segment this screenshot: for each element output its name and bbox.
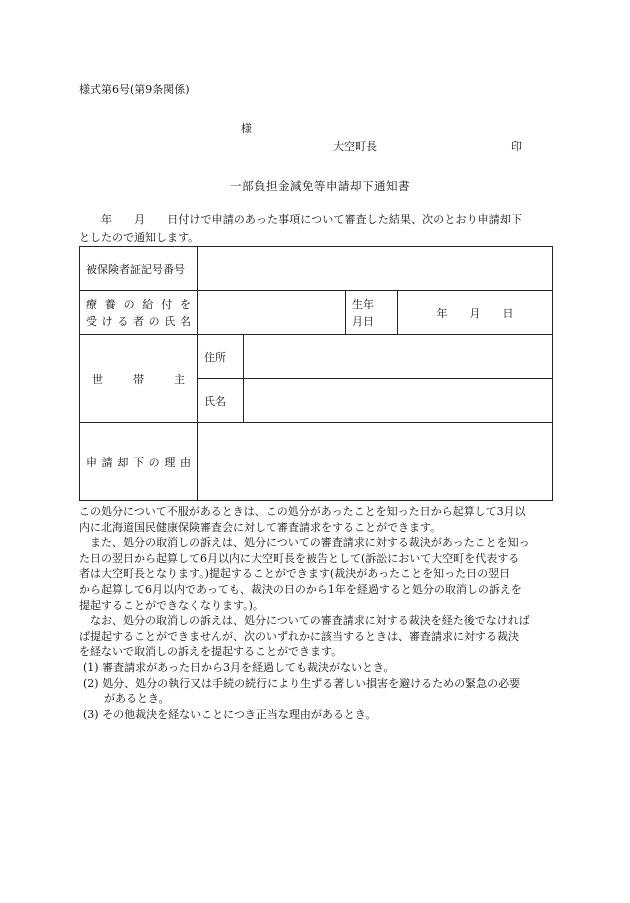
- note-item-2: (2) 処分、処分の執行又は手続の続行により生ずる著しい損害を避けるための緊急の必要: [83, 676, 521, 690]
- note-line: ば提起することができませんが、次のいずれかに該当するときは、審査請求に対する裁決: [79, 629, 519, 643]
- table-row: [80, 335, 553, 379]
- note-line: この処分について不服があるときは、この処分があったことを知った日から起算して3月以: [79, 505, 526, 518]
- appeal-notes: [79, 504, 554, 722]
- birth-date-label: 生年 月日: [346, 291, 398, 335]
- note-line: 提起することができなくなります。)。: [79, 598, 264, 612]
- note-line: 者は大空町長となります。)提起することができます(裁決があったことを知った日の翌日: [79, 567, 511, 581]
- birth-date-value: 年 月 日: [398, 291, 553, 335]
- application-table: [79, 246, 553, 501]
- name-label: 氏名: [198, 379, 244, 423]
- table-row: [80, 291, 553, 335]
- householder-label: 世帯主: [80, 335, 198, 423]
- addressee-suffix: 様: [241, 122, 252, 135]
- table-row: [80, 423, 553, 501]
- document-title: 一部負担金減免等申請却下通知書: [230, 179, 410, 193]
- intro-year: 年: [101, 213, 113, 226]
- insurance-card-label: 被保険者証記号番号: [80, 247, 198, 291]
- seal-mark: 印: [511, 140, 522, 153]
- note-line: なお、処分の取消しの訴えは、処分についての審査請求に対する裁決を経た後でなければ: [90, 614, 530, 628]
- note-item-2-cont: があるとき。: [104, 692, 170, 706]
- insurance-card-value: [198, 247, 553, 291]
- intro-paragraph: [79, 211, 551, 247]
- address-label: 住所: [198, 335, 244, 379]
- recipient-name-label: 療養の給付を 受ける者の氏名: [80, 291, 198, 335]
- note-line: た日の翌日から起算して6月以内に大空町長を被告として(訴訟において大空町を代表する: [79, 551, 520, 565]
- note-line: から起算して6月以内であっても、裁決の日のから1年を経過すると処分の取消しの訴えを: [79, 582, 522, 596]
- table-row: [80, 247, 553, 291]
- recipient-name-value: [198, 291, 346, 335]
- intro-month: 月: [134, 213, 146, 226]
- note-line: 内に北海道国民健康保険審査会に対して審査請求をすることができます。: [79, 520, 442, 534]
- form-number: 様式第6号(第9条関係): [79, 83, 190, 96]
- note-item-3: (3) その他裁決を経ないことにつき正当な理由があるとき。: [83, 707, 377, 721]
- note-line: を経ないで取消しの訴えを提起することができます。: [79, 645, 343, 659]
- note-line: また、処分の取消しの訴えは、処分についての審査請求に対する裁決があったことを知っ: [90, 536, 530, 550]
- intro-line2: としたので通知します。: [79, 231, 200, 244]
- intro-line1-text: 日付けで申請のあった事項について審査した結果、次のとおり申請却下: [167, 213, 523, 226]
- reason-label: 申請却下の理由: [80, 423, 198, 501]
- reason-value: [198, 423, 553, 501]
- note-item-1: (1) 審査請求があった日から3月を経過しても裁決がないとき。: [83, 660, 395, 674]
- address-value: [244, 335, 553, 379]
- name-value: [244, 379, 553, 423]
- issuer-name: 大空町長: [333, 140, 377, 153]
